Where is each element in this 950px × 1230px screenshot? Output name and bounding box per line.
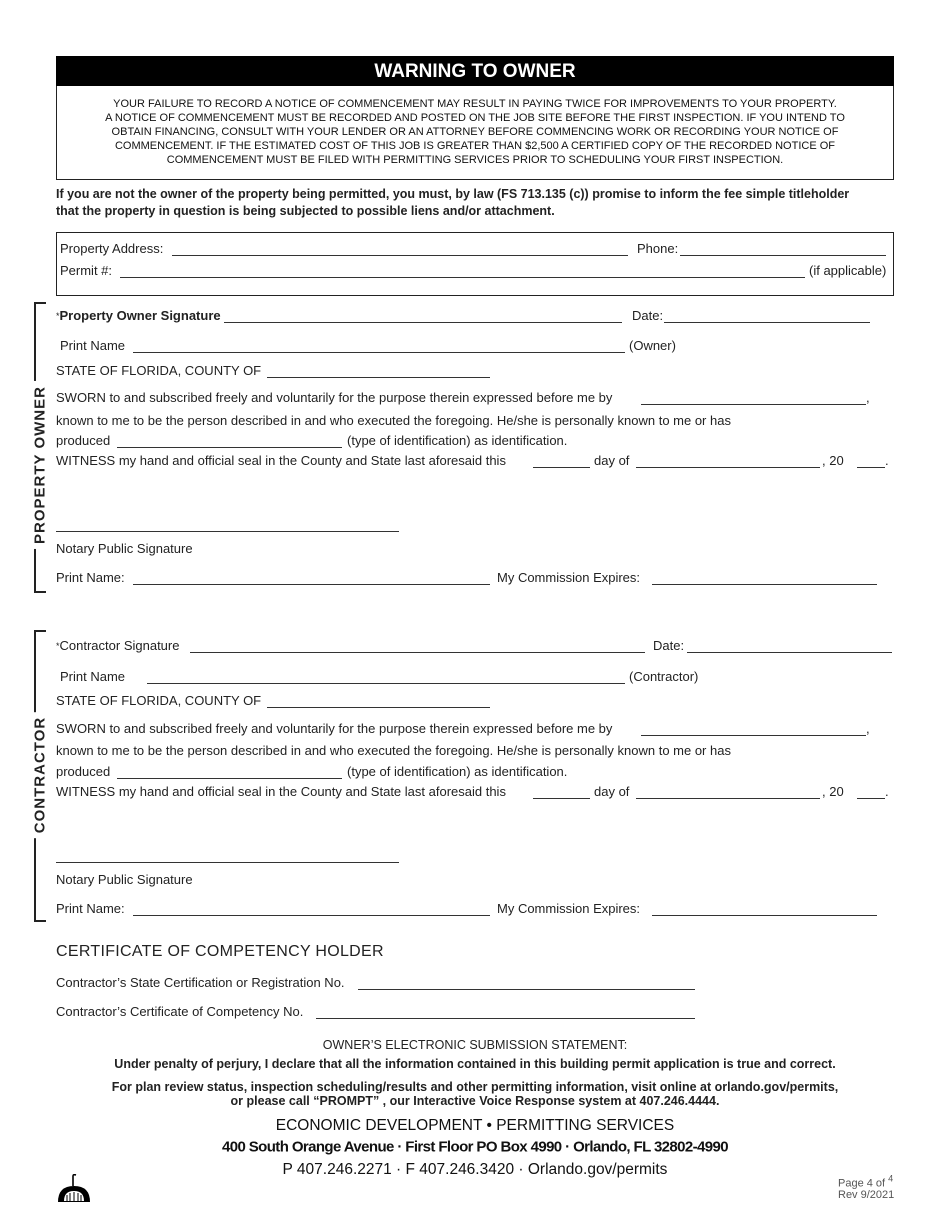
produced-label: produced — [56, 433, 111, 448]
comma: , — [866, 721, 870, 736]
warning-line: YOUR FAILURE TO RECORD A NOTICE OF COMMENCEMENT MAY RESULT IN PAYING TWICE FOR IMPROVEMENTS TO YOUR PROPERTY. — [113, 98, 837, 110]
if-applicable-label: (if applicable) — [809, 263, 887, 278]
warning-line: COMMENCEMENT MUST BE FILED WITH PERMITTING SERVICES PRIOR TO SCHEDULING YOUR FIRST INSPECTION. — [166, 154, 784, 166]
day-field[interactable] — [533, 798, 590, 799]
owner-date-field[interactable] — [664, 322, 870, 323]
intro-line: that the property in question is being subjected to possible liens and/or attachment. — [56, 204, 555, 218]
commission-expires-label: My Commission Expires: — [497, 901, 641, 916]
owner-print-label: Print Name — [60, 338, 126, 353]
warning-title: WARNING TO OWNER — [56, 56, 894, 86]
owner-signature-field[interactable] — [224, 322, 622, 323]
city-logo-icon — [56, 1174, 92, 1204]
certificate-heading: CERTIFICATE OF COMPETENCY HOLDER — [56, 943, 384, 960]
dept-name: ECONOMIC DEVELOPMENT • PERMITTING SERVICES — [275, 1117, 675, 1134]
contractor-print-field[interactable] — [147, 683, 625, 684]
dept-phone: P 407.246.2271 · F 407.246.3420 · Orlando.gov/permits — [282, 1161, 668, 1178]
contractor-date-label: Date: — [653, 638, 685, 653]
identification-field[interactable] — [117, 447, 342, 448]
info-line-2: or please call “PROMPT” , our Interactive Voice Response system at 407.246.4444. — [230, 1094, 720, 1108]
day-field[interactable] — [533, 467, 590, 468]
month-field[interactable] — [636, 467, 820, 468]
property-address-label: Property Address: — [60, 241, 164, 256]
sworn-text: SWORN to and subscribed freely and voluntarily for the purpose therein expressed before me by — [56, 721, 613, 736]
county-field[interactable] — [267, 707, 490, 708]
intro-text — [56, 186, 906, 220]
notary-print-field[interactable] — [133, 915, 490, 916]
year-field[interactable] — [857, 467, 885, 468]
witness-text: WITNESS my hand and official seal in the County and State last aforesaid this — [56, 784, 506, 799]
warning-line: A NOTICE OF COMMENCEMENT MUST BE RECORDED AND POSTED ON THE JOB SITE BEFORE THE FIRST INSPECTION. IF YOU INTEND TO — [105, 112, 845, 124]
page-label: Page 4 of — [838, 1177, 886, 1190]
witness-text: WITNESS my hand and official seal in the County and State last aforesaid this — [56, 453, 506, 468]
permit-field[interactable] — [120, 277, 805, 278]
month-field[interactable] — [636, 798, 820, 799]
warning-line: COMMENCEMENT. IF THE ESTIMATED COST OF THIS JOB IS GREATER THAN $2,500 A CERTIFIED COPY OF THE RECORDED NOTICE OF — [114, 140, 835, 152]
year-field[interactable] — [857, 798, 885, 799]
known-text: known to me to be the person described in and who executed the foregoing. He/she is personally known to me or has — [56, 743, 731, 758]
intro-line: If you are not the owner of the property being permitted, you must, by law (FS 713.135 (c)) promise to inform the fee simple titleholder — [56, 187, 850, 201]
notary-print-field[interactable] — [133, 584, 490, 585]
required-star: * — [56, 311, 60, 321]
warning-line: OBTAIN FINANCING, CONSULT WITH YOUR LENDER OR AN ATTORNEY BEFORE COMMENCING WORK OR RECORDING YOUR NOTICE OF — [111, 126, 839, 138]
notary-print-label: Print Name: — [56, 570, 125, 585]
warning-box — [56, 86, 894, 180]
competency-field[interactable] — [316, 1018, 695, 1019]
dept-address: 400 South Orange Avenue · First Floor PO Box 4990 · Orlando, FL 32802-4990 — [221, 1138, 729, 1156]
contractor-print-label: Print Name — [60, 669, 126, 684]
colon: : — [623, 1038, 628, 1052]
commission-expires-label: My Commission Expires: — [497, 570, 641, 585]
id-type-label: (type of identification) as identification. — [347, 433, 568, 448]
day-of-label: day of — [594, 784, 630, 799]
phone-field[interactable] — [680, 255, 886, 256]
sworn-text: SWORN to and subscribed freely and voluntarily for the purpose therein expressed before me by — [56, 390, 613, 405]
owner-signature-label: Property Owner Signature — [59, 308, 221, 323]
owner-role-label: (Owner) — [629, 338, 676, 353]
statement-title-text: OWNER’S ELECTRONIC SUBMISSION STATEMENT — [322, 1038, 624, 1052]
county-field[interactable] — [267, 377, 490, 378]
phone-label: Phone: — [637, 241, 679, 256]
period: . — [885, 784, 889, 799]
day-of-label: day of — [594, 453, 630, 468]
id-type-label: (type of identification) as identification. — [347, 764, 568, 779]
owner-side-label: PROPERTY OWNER — [32, 381, 49, 549]
permit-label: Permit #: — [60, 263, 113, 278]
year-prefix: , 20 — [822, 453, 844, 468]
notary-signature-label: Notary Public Signature — [56, 541, 193, 556]
notary-print-label: Print Name: — [56, 901, 125, 916]
state-county-label: STATE OF FLORIDA, COUNTY OF — [56, 693, 262, 708]
contractor-signature-label: Contractor Signature — [59, 638, 180, 653]
page-total: 4 — [888, 1173, 894, 1184]
contractor-date-field[interactable] — [687, 652, 892, 653]
property-address-field[interactable] — [172, 255, 628, 256]
year-prefix: , 20 — [822, 784, 844, 799]
comma: , — [866, 390, 870, 405]
property-box — [56, 232, 894, 296]
revision: Rev 9/2021 — [838, 1189, 895, 1201]
owner-print-field[interactable] — [133, 352, 625, 353]
identification-field[interactable] — [117, 778, 342, 779]
commission-expires-field[interactable] — [652, 915, 877, 916]
produced-label: produced — [56, 764, 111, 779]
state-county-label: STATE OF FLORIDA, COUNTY OF — [56, 363, 262, 378]
competency-label: Contractor’s Certificate of Competency No. — [56, 1004, 304, 1019]
notary-signature-label: Notary Public Signature — [56, 872, 193, 887]
notary-signature-field[interactable] — [56, 862, 399, 863]
notary-signature-field[interactable] — [56, 531, 399, 532]
perjury-text: Under penalty of perjury, I declare that all the information contained in this building permit application is true and correct. — [114, 1057, 836, 1071]
state-cert-label: Contractor’s State Certification or Registration No. — [56, 975, 345, 990]
sworn-by-field[interactable] — [641, 735, 866, 736]
required-star: * — [56, 641, 60, 651]
contractor-role-label: (Contractor) — [629, 669, 699, 684]
period: . — [885, 453, 889, 468]
state-cert-field[interactable] — [358, 989, 695, 990]
contractor-side-label: CONTRACTOR — [32, 712, 49, 838]
sworn-by-field[interactable] — [641, 404, 866, 405]
known-text: known to me to be the person described in and who executed the foregoing. He/she is personally known to me or has — [56, 413, 731, 428]
statement-title — [0, 1038, 950, 1052]
commission-expires-field[interactable] — [652, 584, 877, 585]
contractor-signature-field[interactable] — [190, 652, 645, 653]
owner-date-label: Date: — [632, 308, 664, 323]
info-line-1: For plan review status, inspection scheduling/results and other permitting information, visit online at orlando.gov/permits, — [111, 1080, 839, 1094]
